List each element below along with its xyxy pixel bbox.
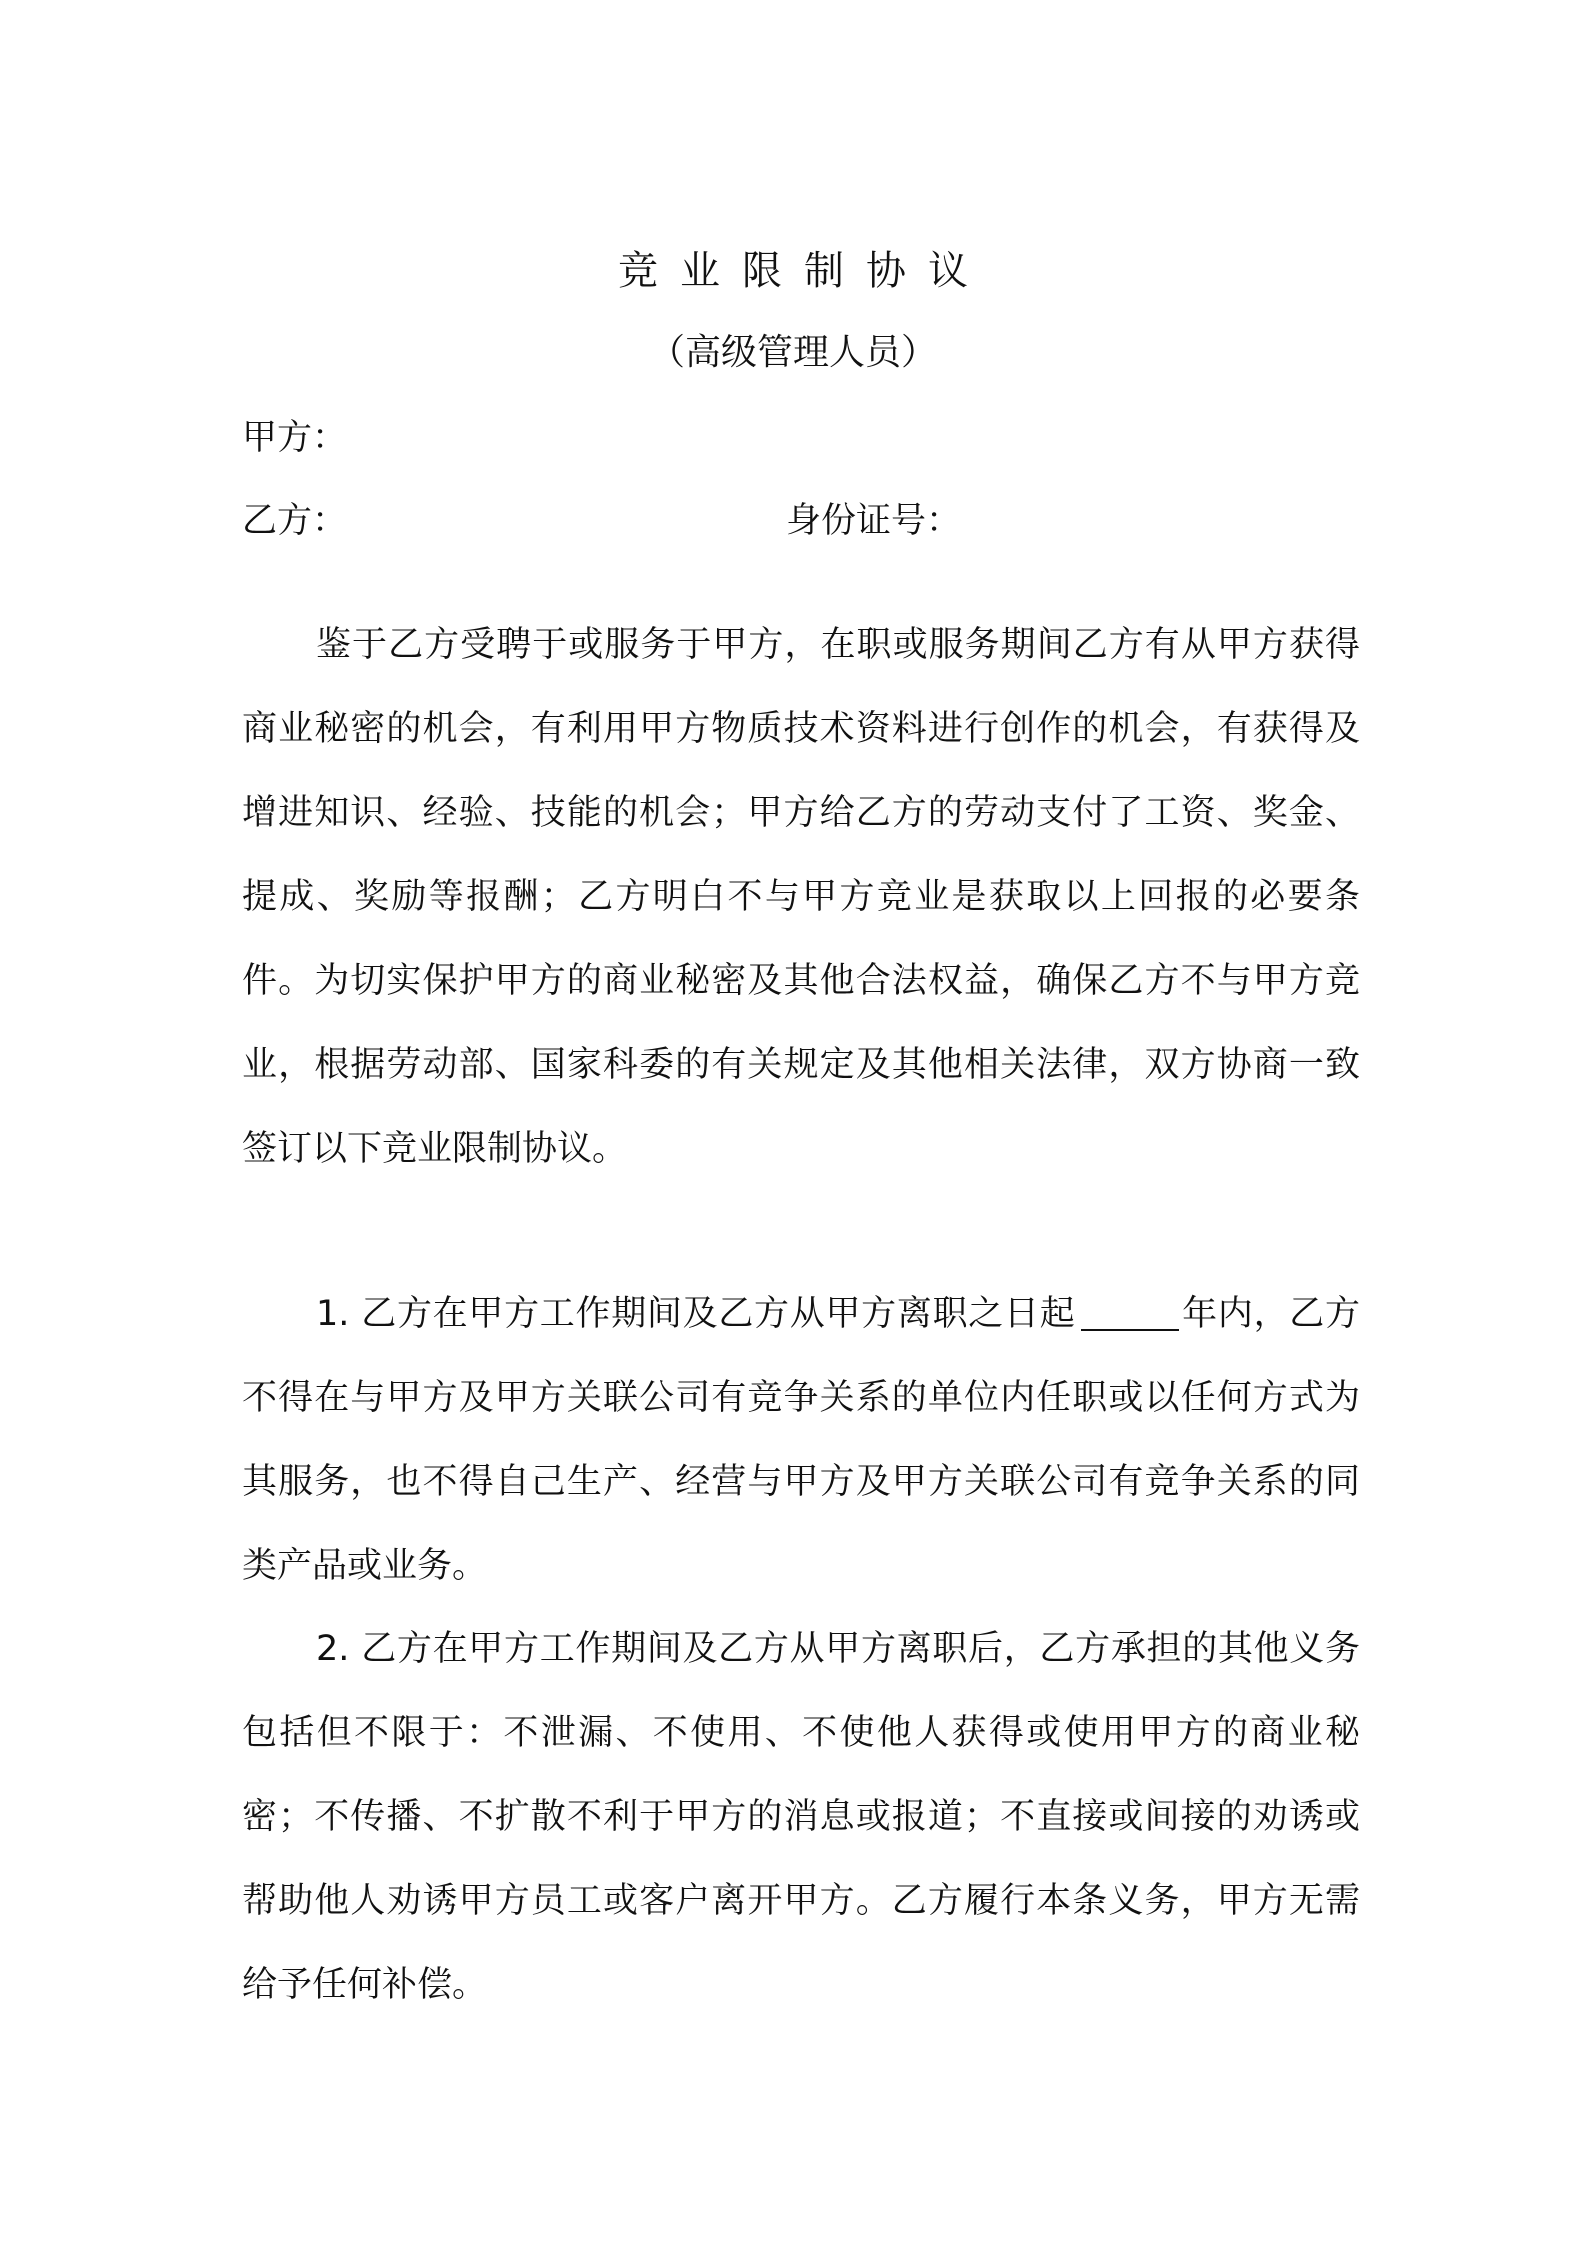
clause-1-paragraph <box>242 1272 1360 1608</box>
party-a-label: 甲方： <box>242 418 348 458</box>
clause-2-paragraph: 2. 乙方在甲方工作期间及乙方从甲方离职后，乙方承担的其他义务包括但不限于：不泄漏、不使用、不使他人获得或使用甲方的商业秘密；不传播、不扩散不利于甲方的消息或报道；不直接或间接的劝诱或帮助他人劝诱甲方员工或客户离开甲方。乙方履行本条义务，甲方无需给予任何补偿。 <box>242 1629 1360 2005</box>
id-number-label: 身份证号： <box>786 501 962 541</box>
document-title: 竞业限制协议 <box>618 248 990 294</box>
document-subtitle: （高级管理人员） <box>648 332 937 373</box>
clause-1-text-after-blank: 年内，乙方不得在与甲方及甲方关联公司有竞争关系的单位内任职或以任何方式为其服务，也不得自己生产、经营与甲方及甲方关联公司有竞争关系的同类产品或业务。 <box>242 1294 1360 1586</box>
clause-1-text-before-blank: 1. 乙方在甲方工作期间及乙方从甲方离职之日起 <box>316 1294 1076 1334</box>
years-blank-line <box>1081 1299 1179 1331</box>
preamble-paragraph: 鉴于乙方受聘于或服务于甲方，在职或服务期间乙方有从甲方获得商业秘密的机会，有利用甲方物质技术资料进行创作的机会，有获得及增进知识、经验、技能的机会；甲方给乙方的劳动支付了工资、奖金、提成、奖励等报酬；乙方明白不与甲方竞业是获取以上回报的必要条件。为切实保护甲方的商业秘密及其他合法权益，确保乙方不与甲方竞业，根据劳动部、国家科委的有关规定及其他相关法律，双方协商一致签订以下竞业限制协议。 <box>242 625 1360 1169</box>
party-b-label: 乙方： <box>242 501 348 541</box>
